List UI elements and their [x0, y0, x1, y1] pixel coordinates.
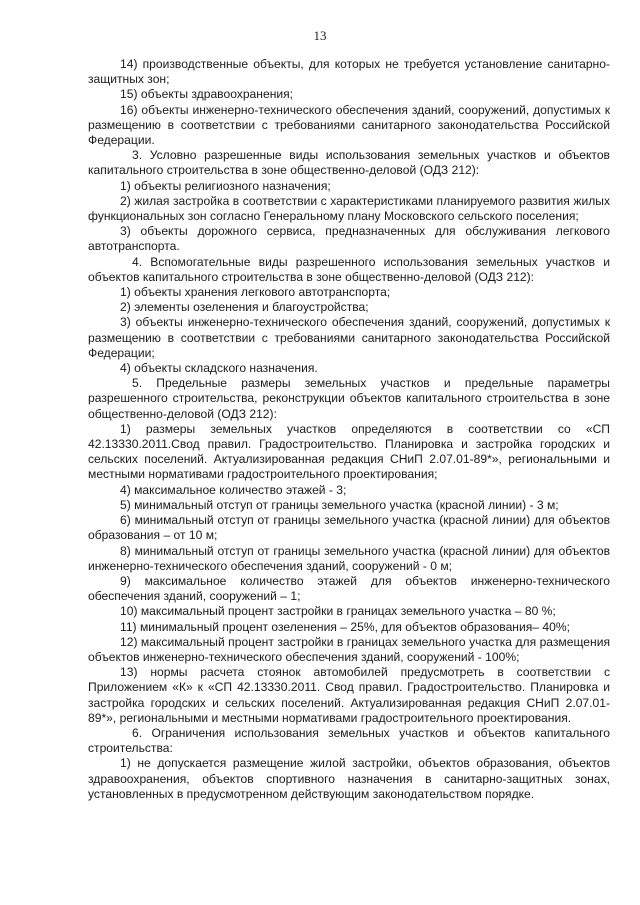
paragraph: 8) минимальный отступ от границы земельного участка (красной линии) для объектов инженерно-технического обеспечения зданий, сооружений - 0 м;: [88, 543, 610, 573]
paragraph: 4) объекты складского назначения.: [120, 361, 318, 376]
paragraph: 14) производственные объекты, для которых не требуется установление санитарно-защитных зон;: [88, 57, 610, 87]
section-heading: 6. Ограничения использования земельных участков и объектов капитального строительства:: [88, 725, 610, 756]
paragraph: 5) минимальный отступ от границы земельного участка (красной линии) - 3 м;: [120, 497, 559, 512]
paragraph: 2) жилая застройка в соответствии с характеристиками планируемого развития жилых функциональных зон согласно Генеральному плану Московского сельского поселения;: [88, 193, 610, 224]
paragraph: 1) объекты религиозного назначения;: [120, 178, 331, 193]
paragraph: 1) размеры земельных участков определяются в соответствии со «СП 42.13330.2011.Свод правил. Градостроительство. Планировка и застройка городских и сельских поселений. Актуализированная редакция СНиП 2.07.01-89*», региональными и местными нормативами градостроительного проектирования;: [88, 421, 610, 482]
paragraph: 6) минимальный отступ от границы земельного участка (красной линии) для объектов образования – от 10 м;: [88, 513, 610, 543]
paragraph: 4) максимальное количество этажей - 3;: [120, 482, 347, 497]
page-number: 13: [313, 28, 327, 43]
paragraph: 10) максимальный процент застройки в границах земельного участка – 80 %;: [120, 604, 556, 619]
paragraph: 11) минимальный процент озеленения – 25%, для объектов образования– 40%;: [120, 619, 570, 634]
section-heading: 4. Вспомогательные виды разрешенного использования земельных участков и объектов капитального строительства в зоне общественно-деловой (ОДЗ 212):: [88, 254, 610, 284]
paragraph: 13) нормы расчета стоянок автомобилей предусмотреть в соответствии с Приложением «К» к «СП 42.13330.2011. Свод правил. Градостроительство. Планировка и застройка городских и сельских поселений. Актуализированная редакция СНиП 2.07.01-89*», региональными и местными нормативами градостроительного проектирования.: [88, 665, 610, 725]
paragraph: 9) максимальное количество этажей для объектов инженерно-технического обеспечения зданий, сооружений – 1;: [88, 573, 610, 604]
paragraph: 12) максимальный процент застройки в границах земельного участка для размещения объектов инженерно-технического обеспечения зданий, сооружений - 100%;: [88, 634, 610, 664]
paragraph: 1) объекты хранения легкового автотранспорта;: [120, 285, 391, 300]
section-heading: 3. Условно разрешенные виды использования земельных участков и объектов капитального строительства в зоне общественно-деловой (ОДЗ 212):: [88, 148, 610, 178]
paragraph: 3) объекты инженерно-технического обеспечения зданий, сооружений, допустимых к размещению в соответствии с требованиями санитарного законодательства Российской Федерации;: [88, 315, 610, 360]
paragraph: 1) не допускается размещение жилой застройки, объектов образования, объектов здравоохранения, объектов спортивного назначения в санитарно-защитных зонах, установленных в предусмотренном действующим законодательством порядке.: [88, 756, 610, 801]
document-body: [88, 57, 610, 802]
paragraph: 3) объекты дорожного сервиса, предназначенных для обслуживания легкового автотранспорта.: [88, 224, 610, 254]
paragraph: 16) объекты инженерно-технического обеспечения зданий, сооружений, допустимых к размещению в соответствии с требованиями санитарного законодательства Российской Федерации.: [88, 102, 610, 148]
paragraph: 15) объекты здравоохранения;: [120, 87, 294, 102]
paragraph: 2) элементы озеленения и благоустройства;: [120, 300, 369, 315]
section-heading: 5. Предельные размеры земельных участков и предельные параметры разрешенного строительства, реконструкции объектов капитального строительства в зоне общественно-деловой (ОДЗ 212):: [88, 376, 610, 421]
